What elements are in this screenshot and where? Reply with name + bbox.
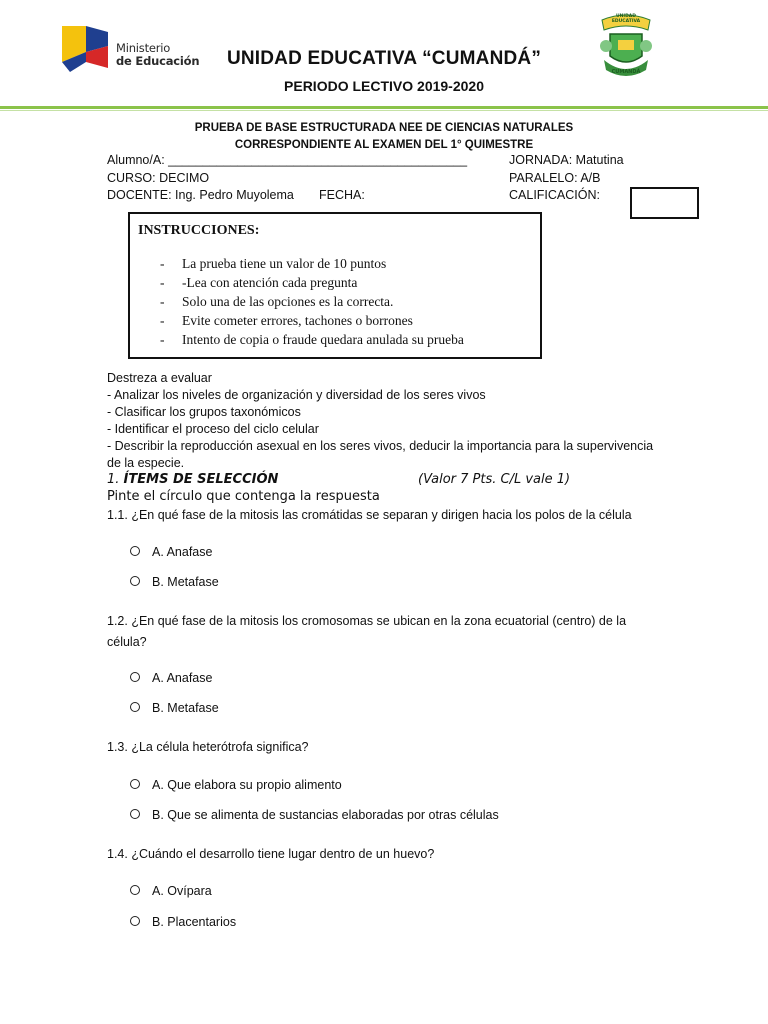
option-label: A. Anafase (152, 545, 213, 559)
section-heading: 1. ÍTEMS DE SELECCIÓN (107, 472, 279, 487)
skills-block (107, 370, 707, 472)
question-1-1: 1.1. ¿En qué fase de la mitosis las cromátidas se separan y dirigen hacia los polos de la célula (107, 508, 632, 522)
parallel-field: PARALELO: A/B (509, 171, 601, 185)
skill-item: de la especie. (107, 456, 185, 470)
option-label: A. Anafase (152, 671, 213, 685)
test-title: PRUEBA DE BASE ESTRUCTURADA NEE DE CIENCIAS NATURALES CORRESPONDIENTE AL EXAMEN DEL 1° QUIMESTRE (194, 122, 574, 151)
shift-field: JORNADA: Matutina (509, 153, 624, 167)
school-period: PERIODO LECTIVO 2019-2020 (284, 78, 484, 94)
teacher-field: DOCENTE: Ing. Pedro Muyolema (107, 188, 294, 202)
grade-box (630, 187, 699, 219)
skills-title: Destreza a evaluar (107, 371, 212, 385)
header-divider (0, 106, 768, 109)
header-divider-light (0, 110, 768, 111)
section-value: (Valor 7 Pts. C/L vale 1) (418, 472, 571, 487)
crest-top-text: UNIDAD EDUCATIVA (611, 14, 641, 24)
section-instruction: Pinte el círculo que contenga la respuesta (107, 489, 380, 504)
skill-item: - Analizar los niveles de organización y diversidad de los seres vivos (107, 388, 486, 402)
answer-radio[interactable] (130, 672, 140, 682)
option-label: B. Placentarios (152, 915, 237, 929)
course-field: CURSO: DECIMO (107, 171, 210, 185)
answer-radio[interactable] (130, 916, 140, 926)
answer-radio[interactable] (130, 702, 140, 712)
option-label: A. Ovípara (152, 884, 212, 898)
ministry-name: Ministerio de Educación (116, 41, 200, 68)
option-label: B. Metafase (152, 575, 219, 589)
skill-item: - Identificar el proceso del ciclo celular (107, 422, 319, 436)
crest-bottom-text: CUMANDÁ (611, 69, 641, 75)
date-field: FECHA: (319, 188, 365, 202)
answer-radio[interactable] (130, 546, 140, 556)
instructions-title: INSTRUCCIONES: (138, 223, 260, 238)
answer-radio[interactable] (130, 885, 140, 895)
option-label: B. Que se alimenta de sustancias elaboradas por otras células (152, 808, 499, 822)
grade-label: CALIFICACIÓN: (509, 188, 600, 202)
answer-radio[interactable] (130, 576, 140, 586)
option-label: A. Que elabora su propio alimento (152, 778, 342, 792)
answer-radio[interactable] (130, 779, 140, 789)
answer-radio[interactable] (130, 809, 140, 819)
school-title: UNIDAD EDUCATIVA “CUMANDÁ” (226, 48, 542, 69)
option-label: B. Metafase (152, 701, 219, 715)
question-1-3: 1.3. ¿La célula heterótrofa significa? (107, 740, 309, 754)
skill-item: - Describir la reproducción asexual en los seres vivos, deducir la importancia para la supervivencia (107, 439, 654, 453)
skill-item: - Clasificar los grupos taxonómicos (107, 405, 301, 419)
student-field: Alumno/A: ___________________________________________ (107, 153, 468, 167)
question-1-2: 1.2. ¿En qué fase de la mitosis los cromosomas se ubican en la zona ecuatorial (centro) de la célula? (107, 614, 627, 649)
question-1-4: 1.4. ¿Cuándo el desarrollo tiene lugar dentro de un huevo? (107, 847, 435, 861)
